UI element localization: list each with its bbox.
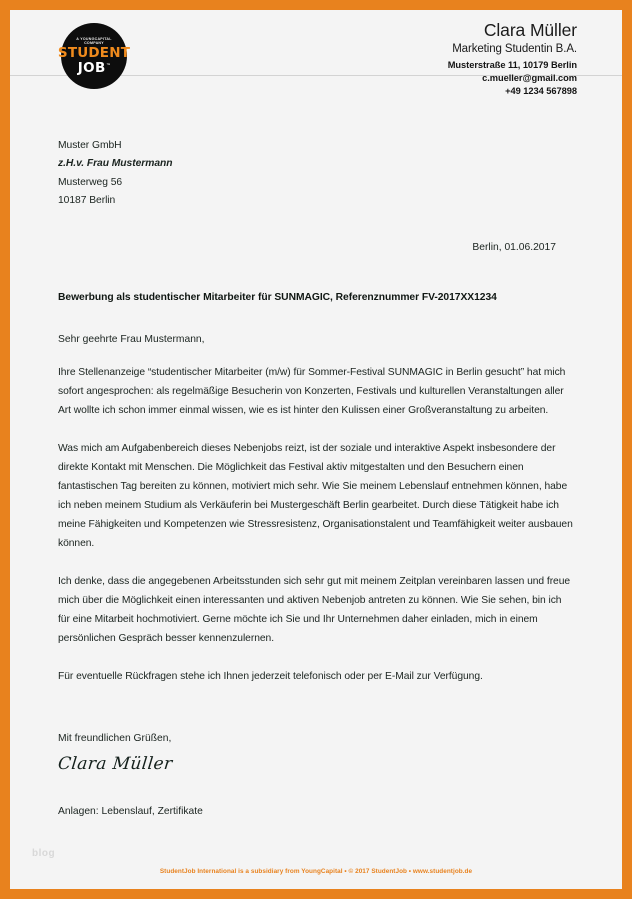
recipient-street: Musterweg 56 <box>58 176 123 188</box>
body-paragraph-4: Für eventuelle Rückfragen stehe ich Ihnen jederzeit telefonisch oder per E-Mail zur Verfügung. <box>58 670 483 682</box>
sender-name: Clara Müller <box>483 20 577 40</box>
logo-eyebrow-text: A YOUNGCAPITAL COMPANY <box>76 36 112 45</box>
recipient-address-block <box>58 137 574 210</box>
logo-word-job: JOB <box>77 59 106 76</box>
sender-email: c.mueller@gmail.com <box>482 72 577 83</box>
trademark-icon: ™ <box>106 61 111 67</box>
handwritten-signature: Clara Müller <box>56 754 174 775</box>
footer-legal-text: StudentJob International is a subsidiary from YoungCapital • © 2017 StudentJob • www.studentjob.de <box>159 868 473 875</box>
body-paragraph-1: Ihre Stellenanzeige “studentischer Mitarbeiter (m/w) für Sommer-Festival SUNMAGIC in Berlin gesucht” hat mich sofort angesprochen: als regelmäßige Besucherin von Konzerten, Festivals und kulturellen Veranstaltungen aller Art wollte ich schon immer einmal wissen, wie es ist hinter den Kulissen einer Großveranstaltung zu arbeiten. <box>58 367 566 417</box>
subject-line: Bewerbung als studentischer Mitarbeiter für SUNMAGIC, Referenznummer FV-2017XX1234 <box>58 292 497 304</box>
body-paragraph-3: Ich denke, dass die angegebenen Arbeitsstunden sich sehr gut mit meinem Zeitplan vereinbaren lassen und freue mich über die Möglichkeit einen interessanten und aktiven Nebenjob antreten zu können. Wie Sie sehen, bin ich für eine Mitarbeit hochmotiviert. Gerne möchte ich Sie und Ihr Unternehmen daher einladen, mich in einem persönlichen Gespräch besser kennenzulernen. <box>58 575 571 644</box>
page-footer <box>10 868 622 875</box>
body-paragraph-2: Was mich am Aufgabenbereich dieses Nebenjobs reizt, ist der soziale und interaktive Aspekt insbesondere der direkte Kontakt mit Menschen. Die Möglichkeit das Festival aktiv mitgestalten und den Besuchern einen fantastischen Tag bereiten zu können, motiviert mich sehr. Wie Sie meinem Lebenslauf entnehmen können, habe ich neben meinem Studium als Verkäuferin bei Mustergeschäft Berlin gearbeitet. Durch diese Tätigkeit habe ich meine Fähigkeiten und Kompetenzen wie Stressresistenz, Organisationstalent und Teamfähigkeit weiter ausbauen können. <box>58 443 573 549</box>
recipient-attention: z.H.v. Frau Mustermann <box>58 158 173 170</box>
attachments-line: Anlagen: Lebenslauf, Zertifikate <box>58 806 203 818</box>
letterhead <box>10 10 622 102</box>
studentjob-logo <box>57 23 131 89</box>
sender-phone: +49 1234 567898 <box>505 85 577 96</box>
sender-details <box>448 20 577 98</box>
letter-body <box>10 137 622 817</box>
salutation: Sehr geehrte Frau Mustermann, <box>58 334 205 346</box>
logo-word-job-wrapper <box>77 59 111 76</box>
closing-phrase: Mit freundlichen Grüßen, <box>58 733 172 745</box>
date-line: Berlin, 01.06.2017 <box>472 242 556 254</box>
blog-watermark: blog <box>32 848 56 859</box>
letter-page <box>10 10 622 889</box>
sender-role: Marketing Studentin B.A. <box>452 43 577 56</box>
recipient-company: Muster GmbH <box>58 140 122 151</box>
logo-word-student: STUDENT <box>57 45 131 62</box>
recipient-city: 10187 Berlin <box>58 194 116 206</box>
sender-address: Musterstraße 11, 10179 Berlin <box>447 59 577 70</box>
